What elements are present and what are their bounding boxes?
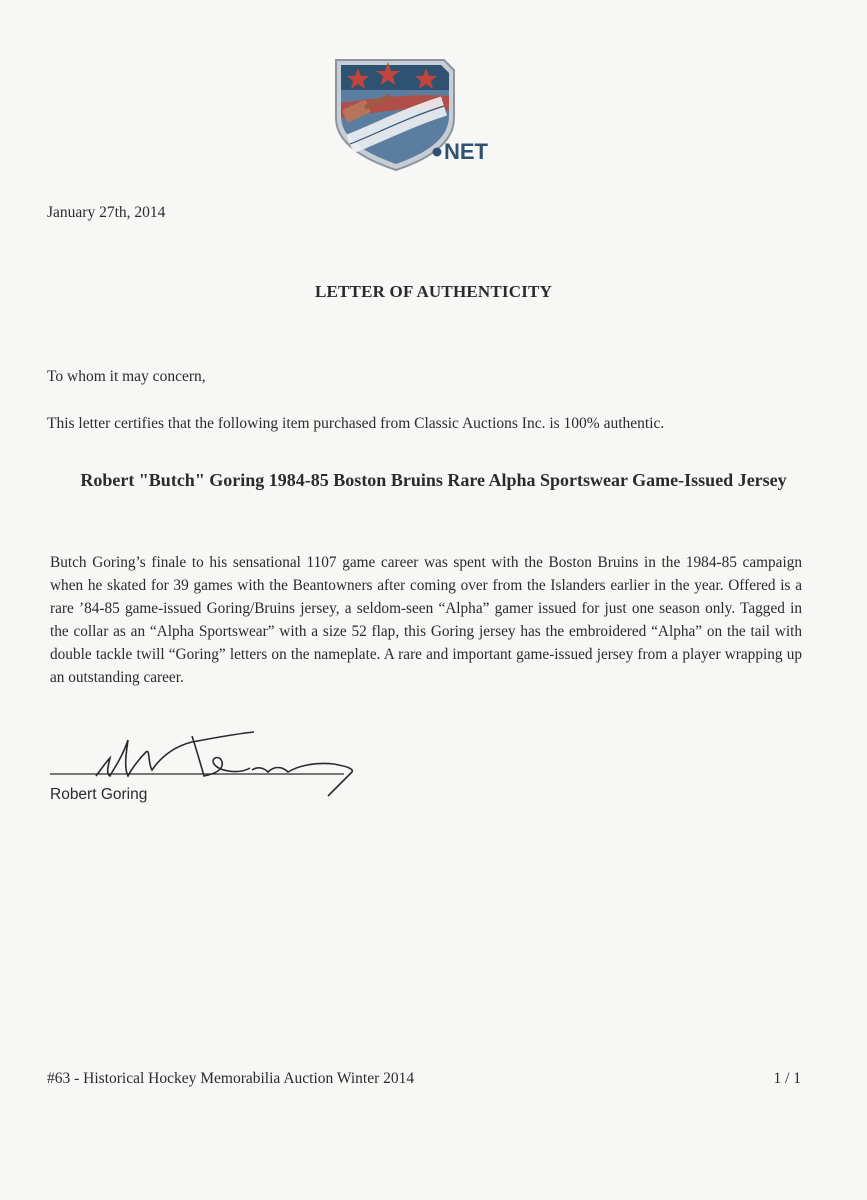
salutation: To whom it may concern,: [47, 368, 206, 385]
letter-date: January 27th, 2014: [47, 204, 166, 221]
classic-auctions-logo: [326, 48, 516, 178]
certification-statement: This letter certifies that the following item purchased from Classic Auctions Inc. is 100% authentic.: [47, 415, 665, 432]
signer-name: Robert Goring: [50, 786, 148, 803]
item-title: Robert "Butch" Goring 1984-85 Boston Bruins Rare Alpha Sportswear Game-Issued Jersey: [80, 470, 787, 490]
letter-title: LETTER OF AUTHENTICITY: [314, 282, 553, 301]
footer-page-number: 1 / 1: [773, 1070, 801, 1087]
item-description: Butch Goring’s finale to his sensational 1107 game career was spent with the Boston Bruins in the 1984-85 campaign when he skated for 39 games with the Beantowners after coming over from the Islanders earlier in the year. Offered is a rare ’84-85 game-issued Goring/Bruins jersey, a seldom-seen “Alpha” gamer issued for just one season only. Tagged in the collar as an “Alpha Sportswear” with a size 52 flap, this Goring jersey has the embroidered “Alpha” on the tail with double tackle twill “Goring” letters on the nameplate. A rare and important game-issued jersey from a player wrapping up an outstanding career.: [50, 554, 802, 686]
svg-text:NET: NET: [444, 139, 488, 164]
footer-auction-name: #63 - Historical Hockey Memorabilia Auction Winter 2014: [47, 1070, 415, 1087]
